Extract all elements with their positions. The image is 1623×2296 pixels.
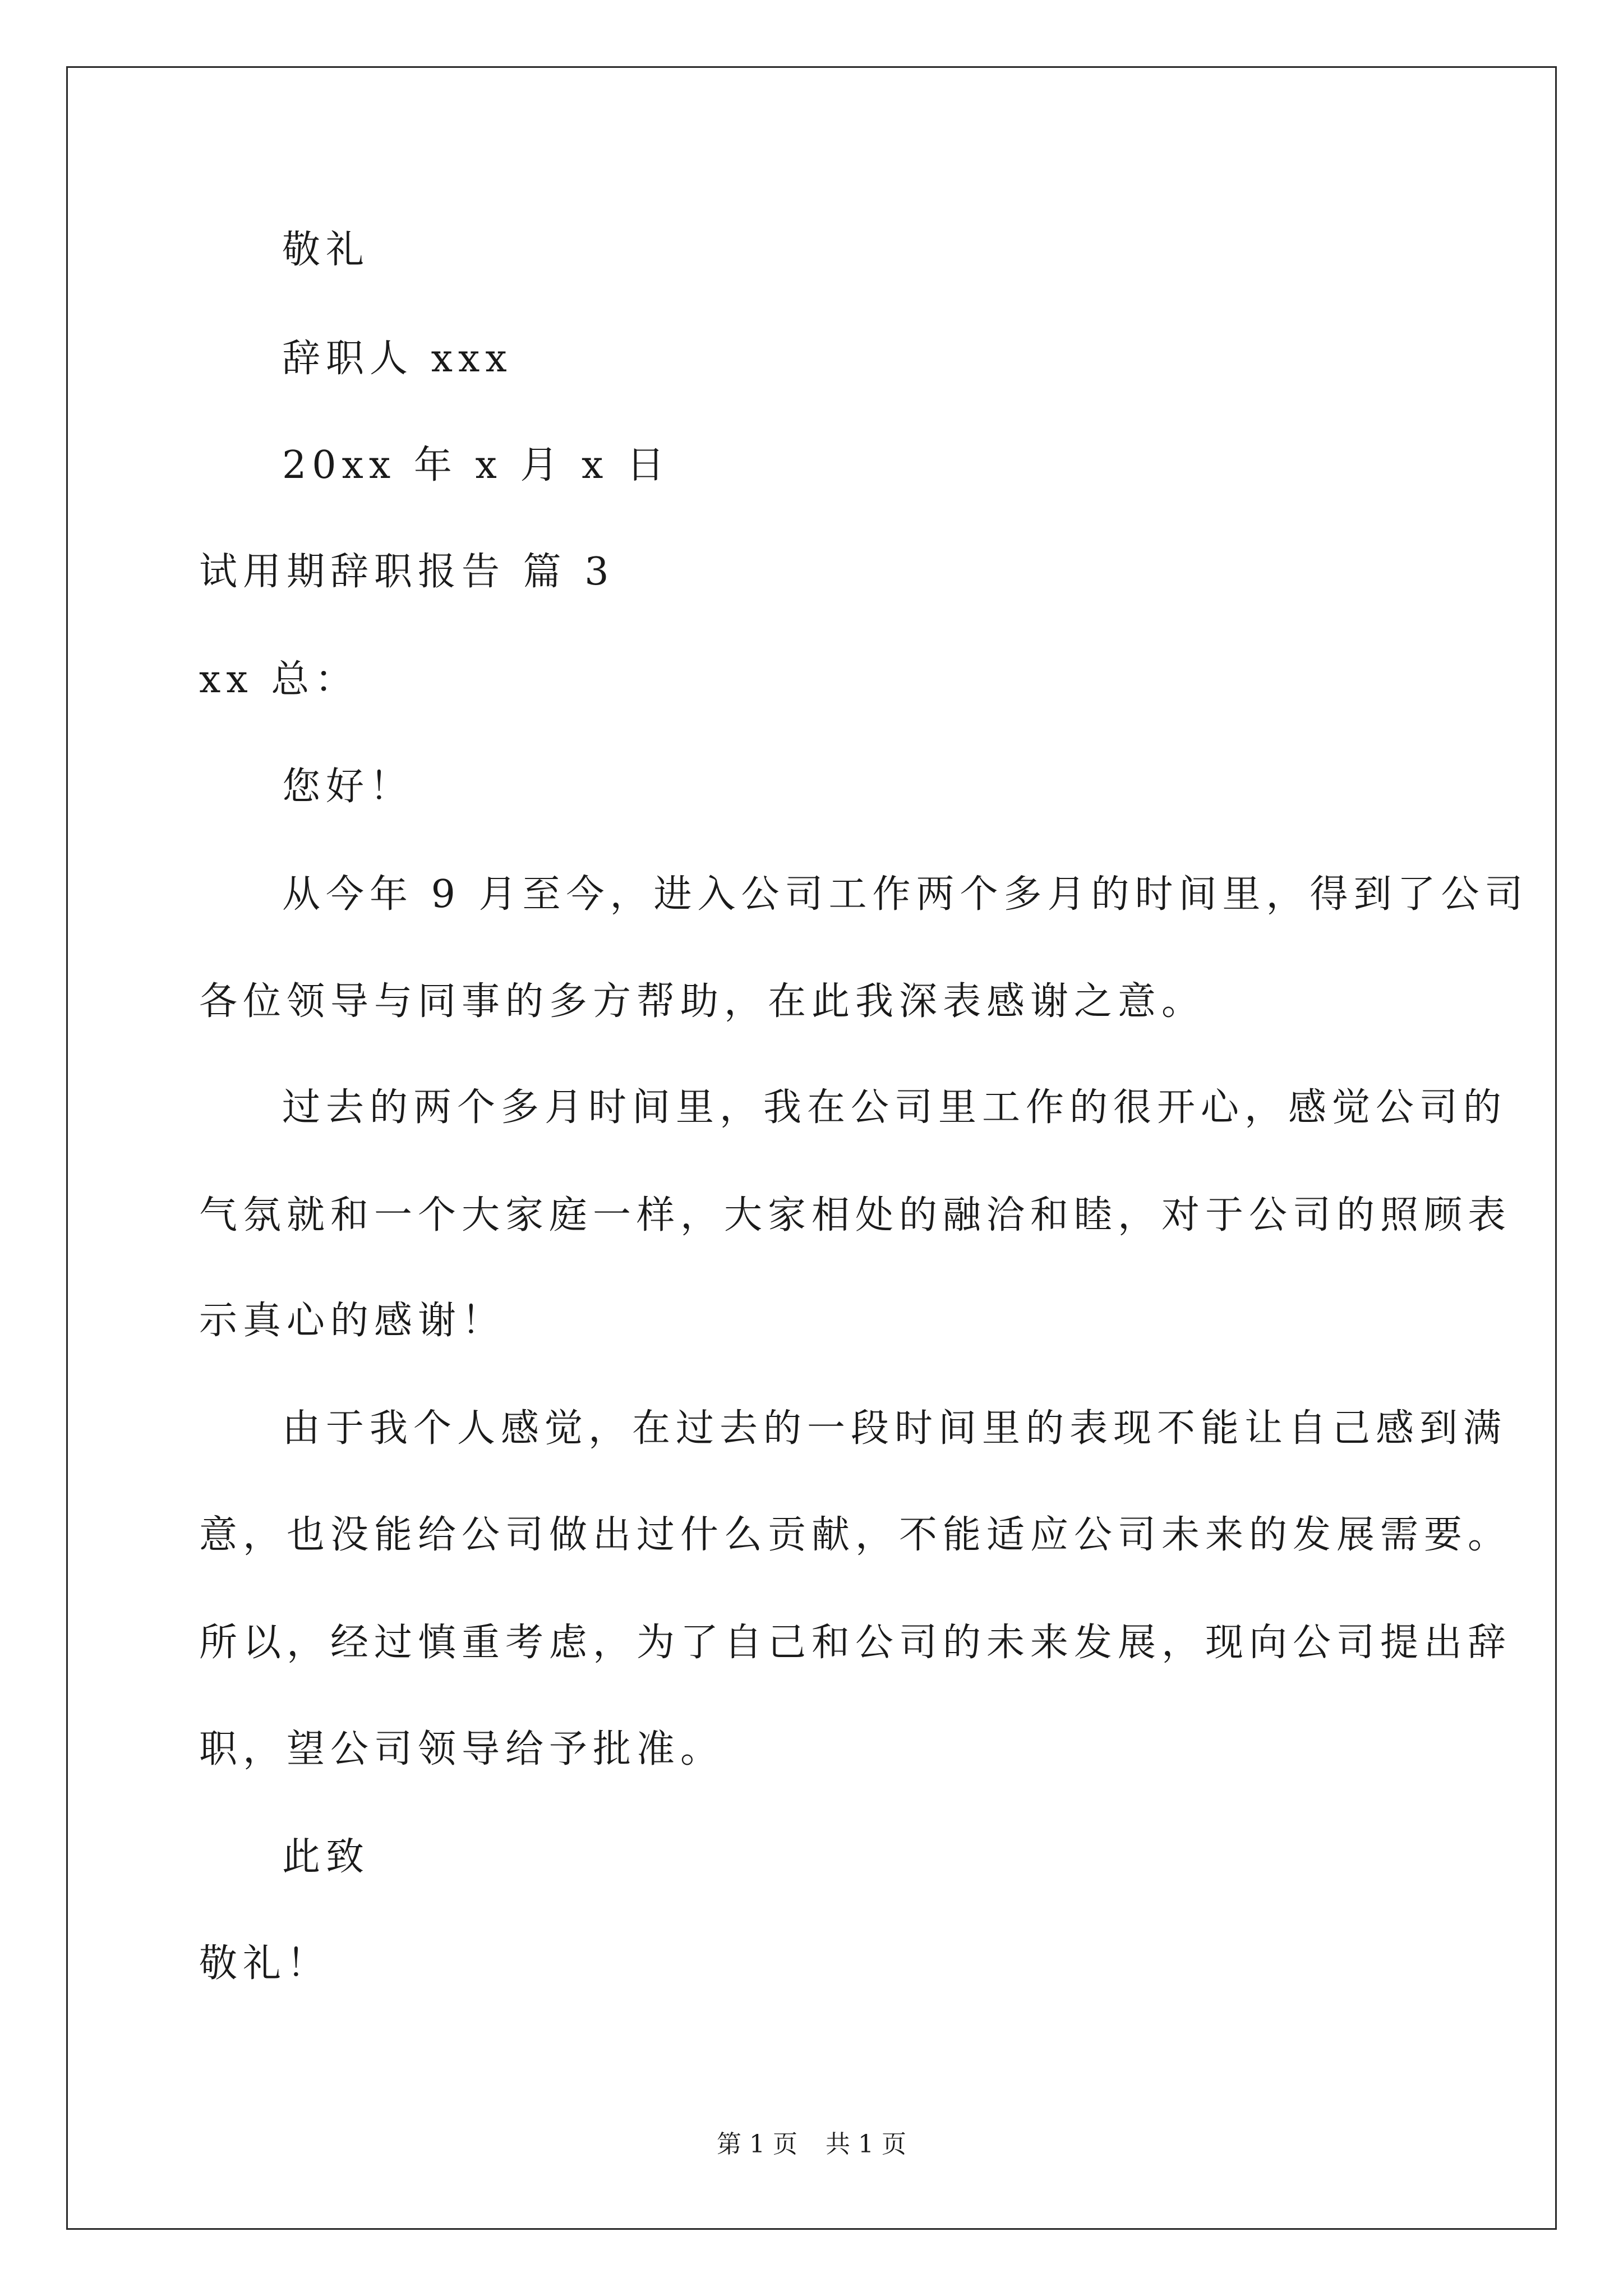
- page-number: 第 1 页: [717, 2130, 797, 2159]
- section-title: 试用期辞职报告 篇 3: [199, 550, 615, 594]
- page-total: 共 1 页: [826, 2130, 906, 2159]
- date-text: 20xx 年 x 月 x 日: [282, 443, 671, 487]
- paragraph-line: 职，望公司领导给予批准。: [199, 1727, 725, 1772]
- paragraph-line: 过去的两个多月时间里，我在公司里工作的很开心，感觉公司的: [282, 1085, 1507, 1130]
- paragraph-line: 所以，经过慎重考虑，为了自己和公司的未来发展，现向公司提出辞: [199, 1621, 1512, 1665]
- paragraph-line: 从今年 9 月至今，进入公司工作两个多月的时间里，得到了公司: [282, 872, 1529, 917]
- closing-line-1: 此致: [282, 1835, 370, 1879]
- closing-respect-text: 敬礼: [282, 228, 370, 272]
- page-footer: [0, 2129, 1623, 2160]
- greeting-text: 您好！: [282, 765, 414, 809]
- paragraph-line: 各位领导与同事的多方帮助，在此我深表感谢之意。: [199, 979, 1206, 1024]
- paragraph-line: 意，也没能给公司做出过什么贡献，不能适应公司未来的发展需要。: [199, 1513, 1512, 1557]
- salutation-text: xx 总：: [199, 657, 359, 702]
- closing-line-2: 敬礼！: [199, 1941, 331, 1986]
- page-border: [66, 66, 1557, 2230]
- paragraph-line: 由于我个人感觉，在过去的一段时间里的表现不能让自己感到满: [282, 1406, 1507, 1451]
- paragraph-line: 气氛就和一个大家庭一样，大家相处的融洽和睦，对于公司的照顾表: [199, 1193, 1512, 1237]
- signature-text: 辞职人 xxx: [282, 337, 513, 381]
- paragraph-line: 示真心的感谢！: [199, 1299, 506, 1343]
